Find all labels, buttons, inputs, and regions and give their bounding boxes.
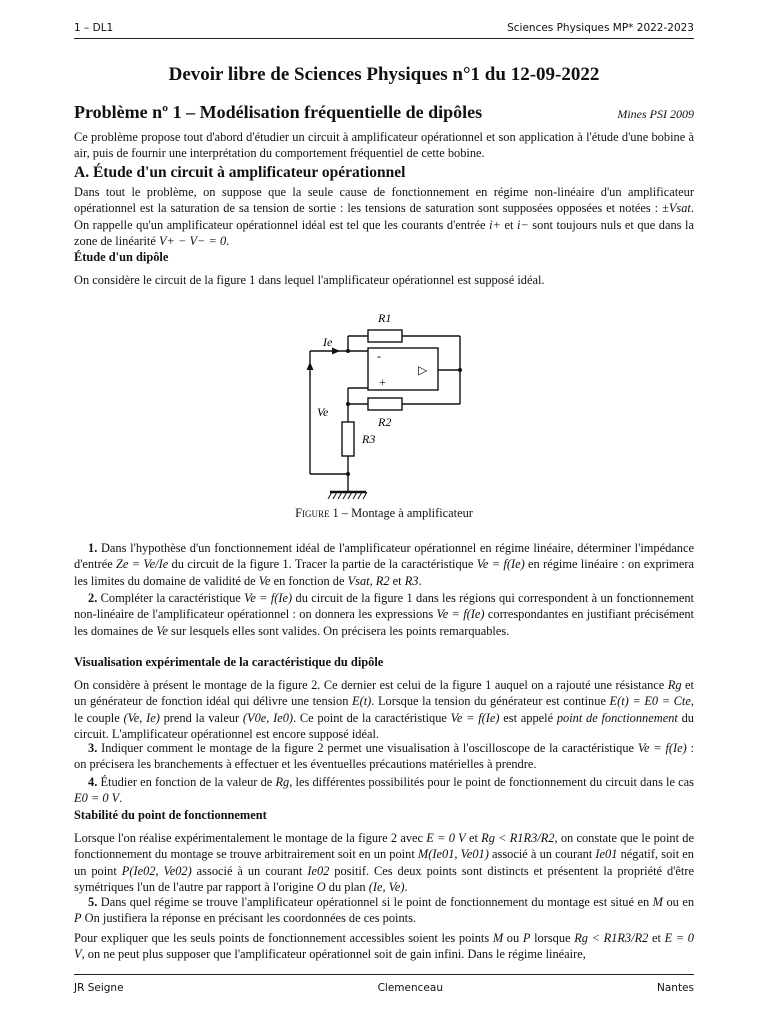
last-paragraph: Pour expliquer que les seuls points de fonctionnement accessibles soient les points M ou P lorsque Rg < R1R3/R2 et E = 0 V, on ne peut plus supposer que l'amplificateur opérationnel soit de gain infini. Dans le régime linéaire, [74, 931, 694, 962]
question-2: 2. Compléter la caractéristique Ve = f(Ie) du circuit de la figure 1 dans les régions qui correspondent à un fonctionnement non-linéaire de l'amplificateur opérationnel : on donnera les expressions Ve = f(Ie) correspondantes en justifiant précisément les domaines de Ve sur lesquels elles sont valides. On précisera les points remarquables. [74, 591, 695, 638]
figure-caption: Figure 1 – Montage à amplificateur [295, 506, 473, 520]
section-a-paragraph: Dans tout le problème, on suppose que la seule cause de fonctionnement en régime non-linéaire d'un amplificateur opérationnel est la saturation de sa tension de sortie : les tensions de saturation sont supposées opposées et notées : ±Vsat. On rappelle qu'un amplificateur opérationnel idéal est tel que les courants d'entrée i+ et i− sont toujours nuls et que dans la zone de linéarité V+ − V− = 0. [74, 185, 694, 249]
label-r2: R2 [378, 415, 392, 429]
intro-paragraph: Ce problème propose tout d'abord d'étudier un circuit à amplificateur opérationnel et son application à l'étude d'une bobine à air, puis de fournir une interprétation du comportement fréquentiel de cette bobine. [74, 130, 694, 161]
header-left: 1 – DL1 [74, 22, 114, 34]
footer-rule [74, 974, 694, 975]
dipole-paragraph: On considère le circuit de la figure 1 dans lequel l'amplificateur opérationnel est supposé idéal. [74, 273, 545, 287]
problem-heading [74, 102, 694, 123]
label-plus: + [379, 375, 386, 389]
visu-paragraph: On considère à présent le montage de la figure 2. Ce dernier est celui de la figure 1 auquel on a rajouté une résistance Rg et un générateur de fonction idéal qui délivre une tension E(t). Lorsque la tension du générateur est continue E(t) = E0 = Cte, le couple (Ve, Ie) prend la valeur (V0e, Ie0). Ce point de la caractéristique Ve = f(Ie) est appelé point de fonctionnement du circuit. L'amplificateur opérationnel est encore supposé idéal. [74, 678, 694, 742]
document-title: Devoir libre de Sciences Physiques n°1 du 12-09-2022 [168, 64, 600, 85]
page-footer [74, 982, 694, 994]
stability-paragraph: Lorsque l'on réalise expérimentalement le montage de la figure 2 avec E = 0 V et Rg < R1R3/R2, on constate que le point de fonctionnement du montage se trouve arbitrairement soit en un point M(Ie01, Ve01) associé à un courant Ie01 négatif, soit en un point P(Ie02, Ve02) associé à un courant Ie02 positif. Ces deux points sont distincts et présentent la propriété d'être symétriques l'un de l'autre par rapport à l'origine O du plan (Ie, Ve). [74, 831, 694, 895]
label-ie: Ie [323, 335, 333, 349]
label-ve: Ve [317, 405, 329, 419]
label-r3: R3 [362, 432, 376, 446]
dipole-heading: Étude d'un dipôle [74, 250, 169, 264]
question-3: 3. Indiquer comment le montage de la figure 2 permet une visualisation à l'oscilloscope de la caractéristique Ve = f(Ie) : on précisera les branchements à effectuer et les éventuelles précautions matérielles à prendre. [74, 741, 695, 772]
question-4: 4. Étudier en fonction de la valeur de Rg, les différentes possibilités pour le point de fonctionnement du circuit dans le cas E0 = 0 V. [74, 775, 695, 806]
section-a-title: A. Étude d'un circuit à amplificateur opérationnel [74, 164, 406, 181]
label-minus: - [377, 349, 381, 363]
resistor-r2 [368, 398, 402, 410]
resistor-r3 [342, 422, 354, 456]
question-1: 1. Dans l'hypothèse d'un fonctionnement idéal de l'amplificateur opérationnel en régime linéaire, déterminer l'impédance d'entrée Ze = Ve/Ie du circuit de la figure 1. Tracer la partie de la caractéristique Ve = f(Ie) en régime linéaire : on exprimera les limites du domaine de validité de Ve en fonction de Vsat, R2 et R3. [74, 541, 694, 588]
footer-center: Clemenceau [377, 982, 443, 994]
footer-left: JR Seigne [74, 982, 124, 994]
stability-heading: Stabilité du point de fonctionnement [74, 808, 267, 822]
problem-title: Problème nº 1 – Modélisation fréquentielle de dipôles [74, 102, 483, 122]
footer-right: Nantes [657, 982, 694, 994]
voltage-arrow [307, 362, 314, 370]
visu-heading: Visualisation expérimentale de la caractéristique du dipôle [74, 655, 384, 669]
problem-source: Mines PSI 2009 [617, 107, 694, 121]
header-right: Sciences Physiques MP* 2022-2023 [507, 22, 694, 34]
opamp-triangle-icon: ▷ [418, 363, 428, 377]
resistor-r1 [368, 330, 402, 342]
circuit-figure [270, 300, 510, 510]
header-rule [74, 38, 694, 39]
question-5: 5. Dans quel régime se trouve l'amplificateur opérationnel si le point de fonctionnement du montage est situé en M ou en P On justifiera la réponse en précisant les coordonnées de ces points. [74, 895, 695, 926]
current-arrow [332, 348, 340, 355]
label-r1: R1 [378, 311, 392, 325]
page-header [74, 22, 694, 34]
